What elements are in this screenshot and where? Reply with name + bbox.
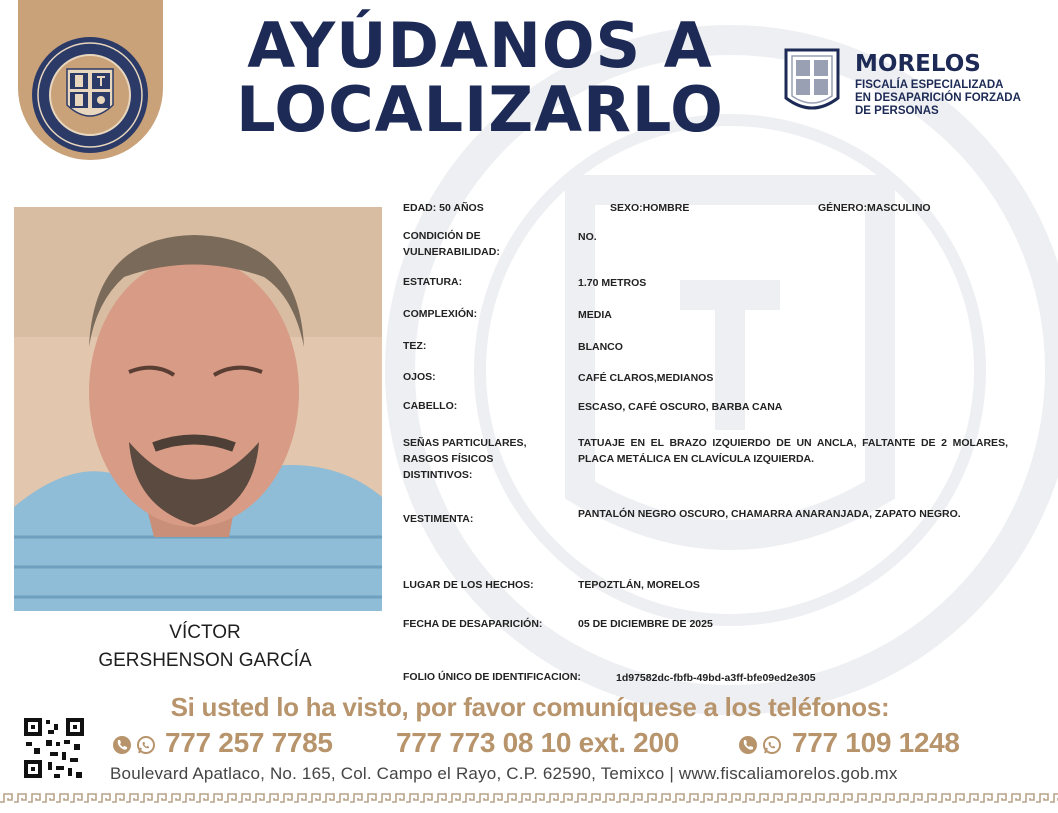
- value-cabello: ESCASO, CAFÉ OSCURO, BARBA CANA: [578, 401, 783, 413]
- value-tez: BLANCO: [578, 341, 623, 353]
- value-vestimenta: PANTALÓN NEGRO OSCURO, CHAMARRA ANARANJADA, ZAPATO NEGRO.: [578, 508, 961, 520]
- label-ojos: OJOS:: [403, 371, 436, 383]
- field-sexo: SEXO:HOMBRE: [610, 202, 690, 214]
- qr-code-icon[interactable]: [22, 716, 86, 780]
- phone-icon: [738, 735, 758, 755]
- address-and-website: Boulevard Apatlaco, No. 165, Col. Campo el Rayo, C.P. 62590, Temixco | www.fiscaliamorelos.gob.mx: [110, 764, 898, 783]
- headline-line-1: AYÚDANOS A: [247, 9, 713, 82]
- value-senas: TATUAJE EN EL BRAZO IZQUIERDO DE UN ANCLA, FALTANTE DE 2 MOLARES, PLACA METÁLICA EN CLAVÍCULA IZQUIERDA.: [578, 437, 1008, 465]
- fge-shield-icon: [782, 46, 842, 120]
- headline: [200, 9, 760, 146]
- whatsapp-icon: [762, 735, 782, 755]
- field-edad: EDAD: 50 AÑOS: [403, 202, 484, 214]
- phone-number-3[interactable]: 777 109 1248: [792, 727, 960, 758]
- value-complexion: MEDIA: [578, 309, 612, 321]
- org-line-1: FISCALÍA ESPECIALIZADA: [855, 79, 1004, 91]
- missing-person-photo: [14, 207, 382, 611]
- label-fecha: FECHA DE DESAPARICIÓN:: [403, 618, 543, 630]
- value-estatura: 1.70 METROS: [578, 277, 647, 289]
- phone-number-1[interactable]: 777 257 7785: [165, 727, 333, 758]
- contact-call-to-action: Si usted lo ha visto, por favor comuníquese a los teléfonos:: [170, 692, 890, 722]
- value-lugar: TEPOZTLÁN, MORELOS: [578, 579, 700, 591]
- person-last-names: GERSHENSON GARCÍA: [98, 650, 312, 671]
- label-senas: SEÑAS PARTICULARES, RASGOS FÍSICOS DISTINTIVOS:: [403, 437, 527, 481]
- value-ojos: CAFÉ CLAROS,MEDIANOS: [578, 372, 714, 384]
- label-lugar: LUGAR DE LOS HECHOS:: [403, 579, 534, 591]
- value-fecha: 05 DE DICIEMBRE DE 2025: [578, 618, 713, 630]
- label-folio: FOLIO ÚNICO DE IDENTIFICACION:: [403, 671, 581, 683]
- phone-icon: [112, 735, 132, 755]
- org-line-3: DE PERSONAS: [855, 105, 939, 117]
- whatsapp-icon: [136, 735, 156, 755]
- org-logo-text: [855, 52, 1055, 118]
- fge-morelos-seal-icon: [30, 35, 150, 155]
- decorative-border: [0, 792, 1058, 804]
- headline-line-2: LOCALIZARLO: [236, 73, 724, 146]
- value-vulnerabilidad: NO.: [578, 231, 597, 243]
- phone-number-2[interactable]: 777 773 08 10 ext. 200: [396, 727, 679, 758]
- org-line-2: EN DESAPARICIÓN FORZADA: [855, 92, 1021, 104]
- label-cabello: CABELLO:: [403, 400, 458, 412]
- value-folio: 1d97582dc-fbfb-49bd-a3ff-bfe09ed2e305: [616, 672, 816, 684]
- label-vulnerabilidad: CONDICIÓN DE VULNERABILIDAD:: [403, 230, 500, 258]
- person-first-name: VÍCTOR: [169, 622, 241, 643]
- label-estatura: ESTATURA:: [403, 276, 463, 288]
- person-name: [14, 619, 396, 675]
- org-name: MORELOS: [855, 51, 981, 77]
- field-genero: GÉNERO:MASCULINO: [818, 202, 931, 214]
- label-tez: TEZ:: [403, 340, 427, 352]
- label-vestimenta: VESTIMENTA:: [403, 513, 474, 525]
- label-complexion: COMPLEXIÓN:: [403, 308, 478, 320]
